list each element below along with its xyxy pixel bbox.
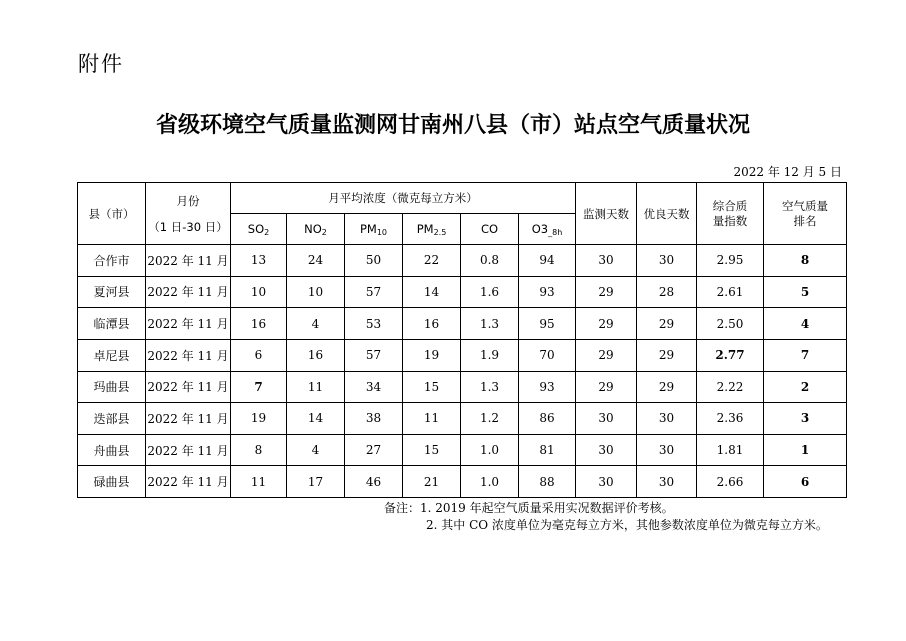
table-row <box>78 339 847 371</box>
cell-county: 卓尼县 <box>78 339 146 371</box>
cell-monitor-days: 30 <box>576 434 637 466</box>
cell-monitor-days: 29 <box>576 276 637 308</box>
cell-rank: 3 <box>764 403 847 435</box>
table-row <box>78 245 847 277</box>
cell-so2: 19 <box>231 403 287 435</box>
cell-good-days: 30 <box>637 434 697 466</box>
cell-rank: 4 <box>764 308 847 340</box>
cell-index: 2.22 <box>697 371 764 403</box>
cell-no2: 14 <box>287 403 345 435</box>
cell-so2: 16 <box>231 308 287 340</box>
cell-no2: 10 <box>287 276 345 308</box>
cell-co: 1.3 <box>461 308 519 340</box>
cell-rank: 7 <box>764 339 847 371</box>
cell-rank: 6 <box>764 466 847 498</box>
cell-county: 合作市 <box>78 245 146 277</box>
cell-good-days: 29 <box>637 339 697 371</box>
cell-index: 2.66 <box>697 466 764 498</box>
table-row <box>78 308 847 340</box>
table-row <box>78 434 847 466</box>
cell-o3: 95 <box>519 308 576 340</box>
header-composite-index: 综合质量指数 <box>697 183 764 245</box>
header-no2: $NO_2$ <box>287 214 345 245</box>
cell-so2: 8 <box>231 434 287 466</box>
cell-o3: 81 <box>519 434 576 466</box>
header-pm10: $PM_{10}$ <box>345 214 403 245</box>
cell-county: 碌曲县 <box>78 466 146 498</box>
cell-county: 迭部县 <box>78 403 146 435</box>
cell-county: 夏河县 <box>78 276 146 308</box>
cell-so2: 13 <box>231 245 287 277</box>
cell-so2: 10 <box>231 276 287 308</box>
cell-index: 1.81 <box>697 434 764 466</box>
cell-month: 2022 年 11 月 <box>146 371 231 403</box>
cell-month: 2022 年 11 月 <box>146 308 231 340</box>
cell-o3: 70 <box>519 339 576 371</box>
cell-pm25: 15 <box>403 371 461 403</box>
cell-index: 2.36 <box>697 403 764 435</box>
cell-month: 2022 年 11 月 <box>146 339 231 371</box>
cell-month: 2022 年 11 月 <box>146 466 231 498</box>
cell-co: 1.6 <box>461 276 519 308</box>
header-so2: $SO_2$ <box>231 214 287 245</box>
cell-no2: 17 <box>287 466 345 498</box>
cell-monitor-days: 29 <box>576 308 637 340</box>
table-row <box>78 403 847 435</box>
cell-pm10: 34 <box>345 371 403 403</box>
cell-monitor-days: 30 <box>576 466 637 498</box>
cell-county: 玛曲县 <box>78 371 146 403</box>
header-good-days: 优良天数 <box>637 183 697 245</box>
note-line-2: 2. 其中 CO 浓度单位为毫克每立方米，其他参数浓度单位为微克每立方米。 <box>426 518 828 532</box>
notes <box>384 500 828 534</box>
cell-co: 1.0 <box>461 434 519 466</box>
cell-good-days: 29 <box>637 371 697 403</box>
cell-month: 2022 年 11 月 <box>146 276 231 308</box>
cell-county: 舟曲县 <box>78 434 146 466</box>
table-row <box>78 371 847 403</box>
cell-good-days: 30 <box>637 466 697 498</box>
cell-o3: 93 <box>519 371 576 403</box>
cell-no2: 4 <box>287 308 345 340</box>
header-co: CO <box>461 214 519 245</box>
cell-index: 2.50 <box>697 308 764 340</box>
report-date: 2022 年 12 月 5 日 <box>733 165 842 179</box>
header-month-range: （1 日-30 日） <box>148 219 228 234</box>
cell-pm10: 38 <box>345 403 403 435</box>
cell-monitor-days: 29 <box>576 371 637 403</box>
document-title: 省级环境空气质量监测网甘南州八县（市）站点空气质量状况 <box>155 113 750 138</box>
cell-so2: 6 <box>231 339 287 371</box>
cell-good-days: 29 <box>637 308 697 340</box>
cell-good-days: 30 <box>637 403 697 435</box>
cell-index: 2.77 <box>697 339 764 371</box>
header-o3: $O3_{\_8h}$ <box>519 214 576 245</box>
cell-pm25: 14 <box>403 276 461 308</box>
cell-pm25: 11 <box>403 403 461 435</box>
cell-pm10: 46 <box>345 466 403 498</box>
cell-county: 临潭县 <box>78 308 146 340</box>
cell-co: 1.3 <box>461 371 519 403</box>
note-line-1: 备注：1. 2019 年起空气质量采用实况数据评价考核。 <box>384 501 674 515</box>
cell-rank: 5 <box>764 276 847 308</box>
cell-good-days: 30 <box>637 245 697 277</box>
cell-o3: 94 <box>519 245 576 277</box>
cell-month: 2022 年 11 月 <box>146 245 231 277</box>
cell-pm10: 50 <box>345 245 403 277</box>
cell-rank: 2 <box>764 371 847 403</box>
table-row <box>78 276 847 308</box>
cell-month: 2022 年 11 月 <box>146 434 231 466</box>
cell-co: 0.8 <box>461 245 519 277</box>
cell-co: 1.9 <box>461 339 519 371</box>
cell-so2: 7 <box>231 371 287 403</box>
cell-pm10: 53 <box>345 308 403 340</box>
header-monitor-days: 监测天数 <box>576 183 637 245</box>
header-month-label: 月份 <box>176 193 200 208</box>
table-row <box>78 466 847 498</box>
cell-pm10: 57 <box>345 276 403 308</box>
cell-pm25: 15 <box>403 434 461 466</box>
cell-index: 2.61 <box>697 276 764 308</box>
cell-o3: 88 <box>519 466 576 498</box>
cell-no2: 24 <box>287 245 345 277</box>
header-month <box>146 183 231 245</box>
cell-no2: 4 <box>287 434 345 466</box>
header-rank: 空气质量排名 <box>764 183 847 245</box>
cell-so2: 11 <box>231 466 287 498</box>
header-county: 县（市） <box>78 183 146 245</box>
cell-o3: 93 <box>519 276 576 308</box>
cell-no2: 11 <box>287 371 345 403</box>
cell-index: 2.95 <box>697 245 764 277</box>
cell-monitor-days: 30 <box>576 403 637 435</box>
air-quality-table <box>77 182 847 498</box>
cell-month: 2022 年 11 月 <box>146 403 231 435</box>
cell-rank: 1 <box>764 434 847 466</box>
cell-good-days: 28 <box>637 276 697 308</box>
attachment-label: 附件 <box>78 52 124 76</box>
cell-monitor-days: 30 <box>576 245 637 277</box>
cell-o3: 86 <box>519 403 576 435</box>
cell-pm10: 57 <box>345 339 403 371</box>
cell-co: 1.0 <box>461 466 519 498</box>
cell-pm25: 19 <box>403 339 461 371</box>
cell-pm10: 27 <box>345 434 403 466</box>
cell-pm25: 22 <box>403 245 461 277</box>
cell-rank: 8 <box>764 245 847 277</box>
cell-no2: 16 <box>287 339 345 371</box>
cell-pm25: 16 <box>403 308 461 340</box>
header-monthly-average: 月平均浓度（微克每立方米） <box>231 183 576 214</box>
cell-monitor-days: 29 <box>576 339 637 371</box>
cell-pm25: 21 <box>403 466 461 498</box>
cell-co: 1.2 <box>461 403 519 435</box>
header-pm25: $PM_{2.5}$ <box>403 214 461 245</box>
